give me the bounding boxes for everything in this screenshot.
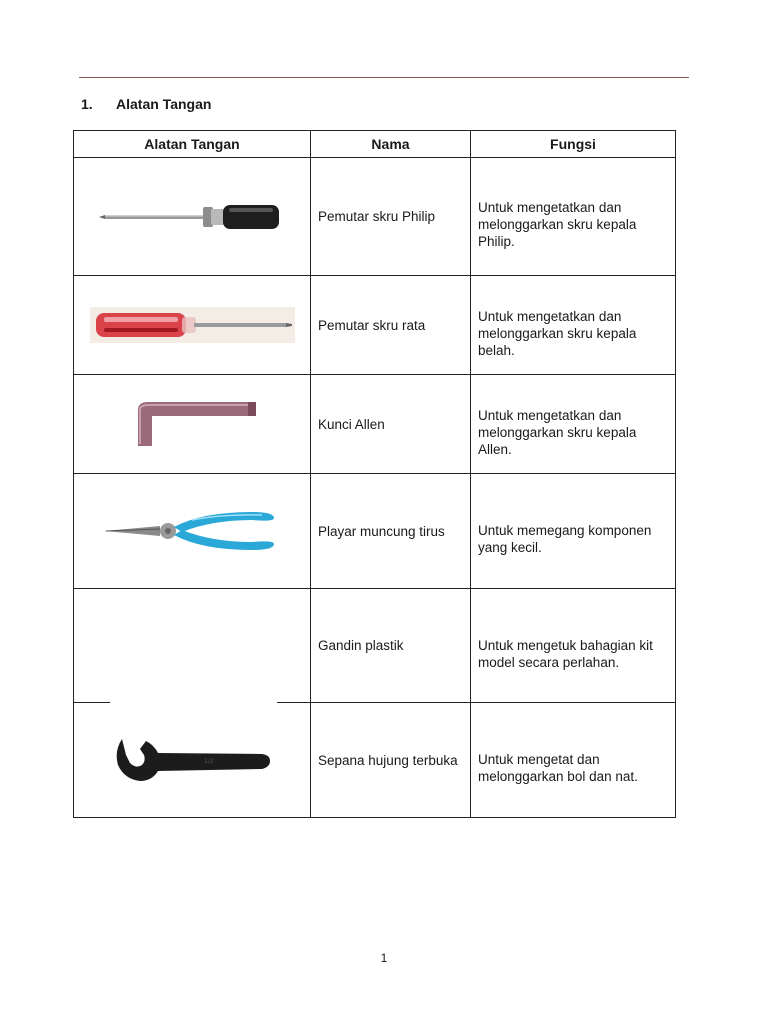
tool-function: Untuk mengetatkan dan melonggarkan skru kepala Philip. — [471, 158, 676, 276]
tool-function: Untuk mengetatkan dan melonggarkan skru kepala belah. — [471, 276, 676, 375]
table-row — [74, 158, 676, 276]
tool-name: Pemutar skru Philip — [311, 158, 471, 276]
header-rule — [79, 77, 689, 78]
header-tool: Alatan Tangan — [74, 131, 311, 158]
tool-name: Gandin plastik — [311, 589, 471, 703]
section-heading — [81, 96, 211, 112]
tool-image-cell — [74, 158, 311, 276]
svg-text:1/2: 1/2 — [204, 758, 214, 765]
tool-image-cell — [74, 276, 311, 375]
image-overlay — [110, 702, 277, 704]
tool-function: Untuk mengetat dan melonggarkan bol dan nat. — [471, 703, 676, 818]
tool-image-cell — [74, 474, 311, 589]
header-name: Nama — [311, 131, 471, 158]
section-number: 1. — [81, 96, 93, 112]
tool-function: Untuk mengetatkan dan melonggarkan skru kepala Allen. — [471, 375, 676, 474]
philips-screwdriver-icon — [97, 197, 287, 237]
table-row — [74, 703, 676, 818]
tool-name: Sepana hujung terbuka — [311, 703, 471, 818]
tool-function: Untuk memegang komponen yang kecil. — [471, 474, 676, 589]
header-function: Fungsi — [471, 131, 676, 158]
tool-image-cell — [74, 375, 311, 474]
tool-function: Untuk mengetuk bahagian kit model secara perlahan. — [471, 589, 676, 703]
tool-image-cell — [74, 589, 311, 703]
flat-screwdriver-icon — [90, 305, 295, 345]
tool-name: Playar muncung tirus — [311, 474, 471, 589]
section-title: Alatan Tangan — [116, 96, 212, 112]
table-row — [74, 474, 676, 589]
table-row — [74, 589, 676, 703]
needle-nose-pliers-icon — [102, 506, 282, 556]
tool-name: Kunci Allen — [311, 375, 471, 474]
allen-key-icon — [122, 396, 262, 452]
table-header-row — [74, 131, 676, 158]
table-row — [74, 276, 676, 375]
tool-name: Pemutar skru rata — [311, 276, 471, 375]
open-end-wrench-icon — [112, 733, 272, 787]
tool-image-cell — [74, 703, 311, 818]
table-row — [74, 375, 676, 474]
tools-table — [73, 130, 676, 818]
page-number: 1 — [380, 951, 388, 965]
